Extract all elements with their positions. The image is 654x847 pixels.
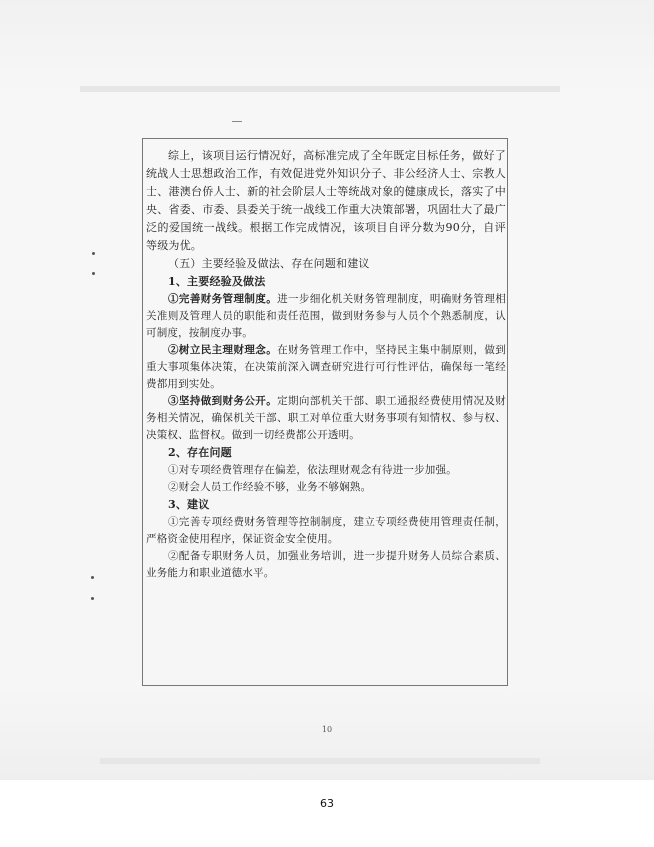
subsection-title-suggestions: 3、建议: [168, 498, 210, 511]
experience-item: [146, 393, 506, 444]
scan-dot: [92, 252, 95, 255]
suggestion-item: ①完善专项经费财务管理等控制制度，建立专项经费使用管理责任制，严格资金使用程序，保证资金安全使用。: [146, 516, 506, 545]
experience-item-text: 进一步细化机关财务管理制度，明确财务管理相关准则及管理人员的职能和责任范围，做到财务参与人员个个熟悉制度，认可制度，按制度办事。: [146, 293, 507, 339]
page-number: 63: [320, 797, 334, 810]
document-body: [146, 147, 506, 582]
experience-item-heading: ②树立民主理财理念。: [168, 344, 278, 356]
problem-item: ①对专项经费管理存在偏差，依法理财观念有待进一步加强。: [168, 464, 457, 476]
suggestion-item: ②配备专职财务人员，加强业务培训，进一步提升财务人员综合素质、业务能力和职业道德水平。: [146, 550, 506, 579]
subsection-title-experience: 1、主要经验及做法: [168, 275, 266, 288]
experience-item-text: 定期向部机关干部、职工通报经费使用情况及财务相关情况，确保机关干部、职工对单位重大财务事项有知情权、参与权、决策权、监督权。做到一切经费都公开透明。: [146, 395, 507, 441]
section-title: （五）主要经验及做法、存在问题和建议: [168, 257, 370, 270]
inner-page-number: 10: [321, 725, 333, 734]
experience-item-heading: ③坚持做到财务公开。: [168, 395, 278, 407]
scan-dot: [92, 272, 95, 275]
scan-dot: [91, 576, 94, 579]
experience-item: [146, 342, 506, 393]
scan-smudge: [100, 758, 540, 764]
scan-smudge: [80, 86, 560, 92]
scan-dot: [91, 597, 94, 600]
experience-item-heading: ①完善财务管理制度。: [168, 293, 278, 305]
experience-item-text: 在财务管理工作中，坚持民主集中制原则，做到重大事项集体决策，在决策前深入调查研究进行可行性评估，确保每一笔经费都用到实处。: [146, 344, 507, 390]
summary-paragraph: 综上，该项目运行情况好，高标准完成了全年既定目标任务，做好了统战人士思想政治工作，有效促进党外知识分子、非公经济人士、宗教人士、港澳台侨人士、新的社会阶层人士等统战对象的健康成长，落实了中央、省委、市委、县委关于统一战线工作重大决策部署，巩固壮大了最广泛的爱国统一战线。根据工作完成情况，该项目自评分数为90分，自评等级为优。: [146, 149, 506, 252]
experience-item: [146, 291, 506, 342]
subsection-title-problems: 2、存在问题: [168, 446, 232, 459]
problem-item: ②财会人员工作经验不够，业务不够娴熟。: [168, 481, 372, 493]
scan-mark: [232, 121, 242, 122]
